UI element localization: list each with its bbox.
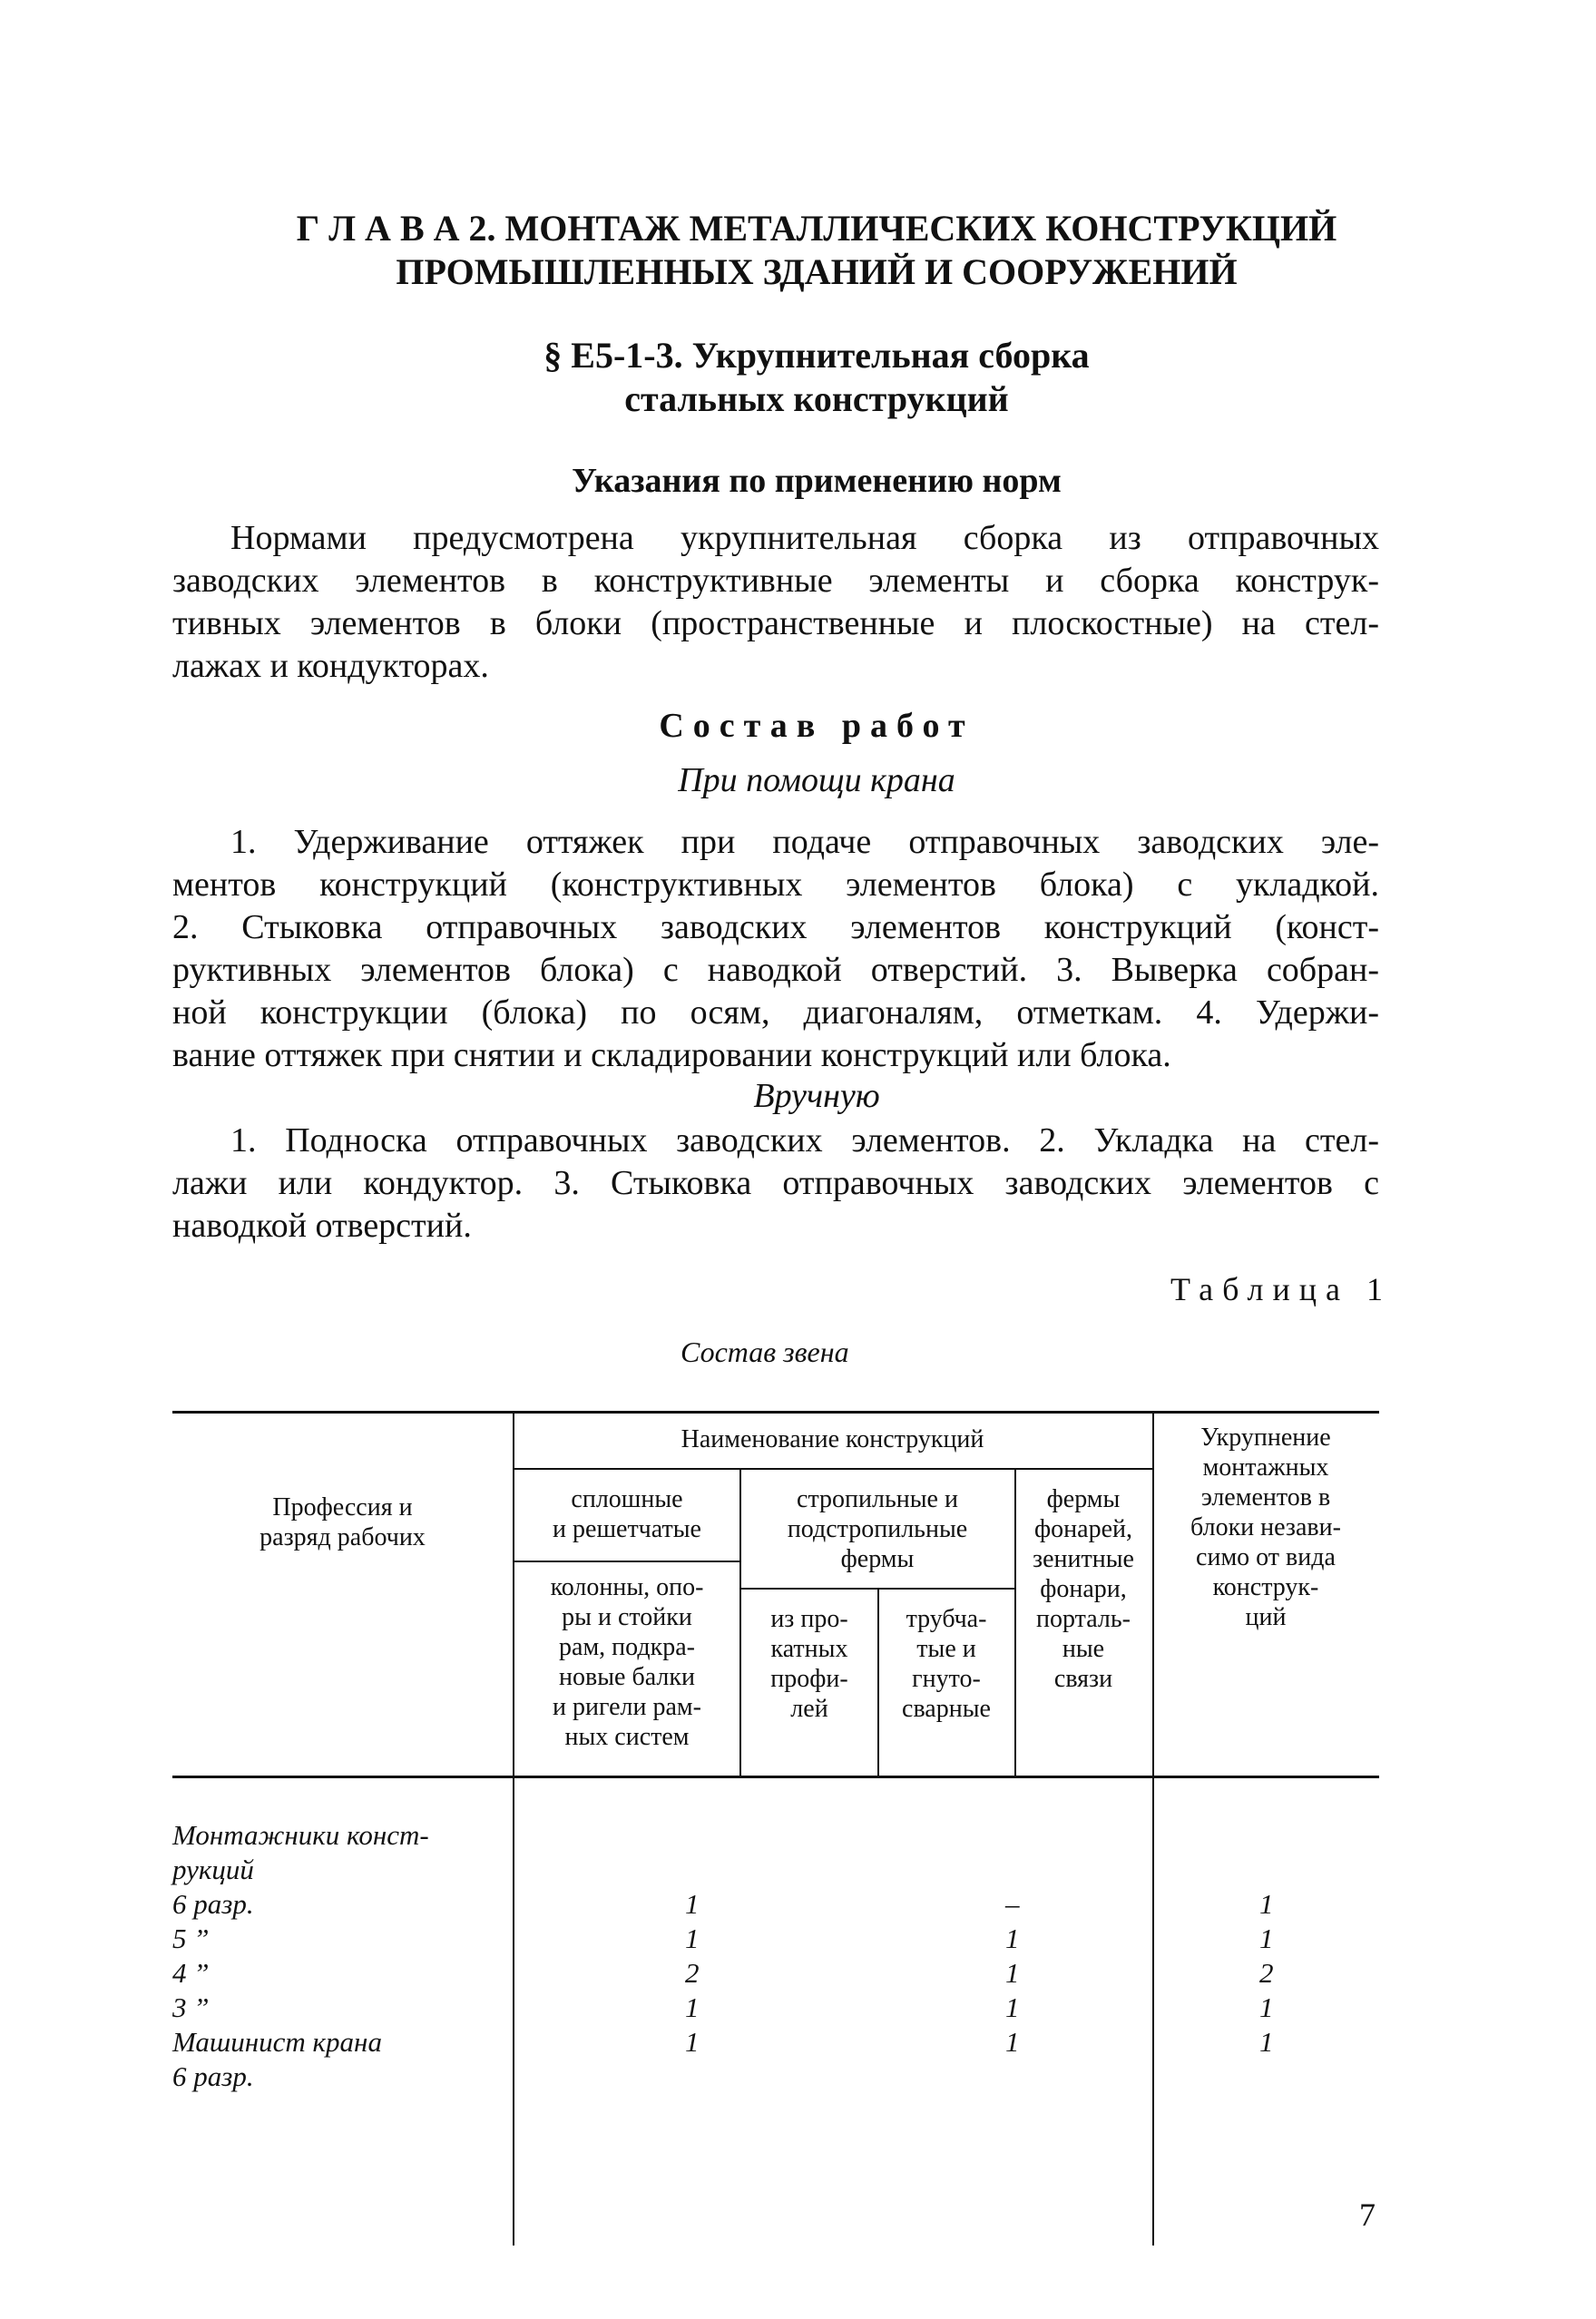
- header-text: фонарей,: [1034, 1515, 1132, 1543]
- header-text: Укрупнение: [1200, 1424, 1331, 1452]
- header-trusses: [742, 1484, 1013, 1574]
- table-top-rule: [172, 1411, 1379, 1414]
- table-row: [172, 1819, 1379, 1854]
- header-text: сплошные: [571, 1485, 683, 1513]
- header-tubular: [879, 1604, 1013, 1724]
- header-text: Профессия и: [272, 1493, 413, 1522]
- header-text: стропильные и: [797, 1485, 958, 1513]
- manual-line: лажи или кондуктор. 3. Стыковка отправочных заводских элементов с: [172, 1164, 1379, 1202]
- manual-paragraph: [172, 1120, 1379, 1248]
- header-text: порталь-: [1036, 1605, 1131, 1633]
- header-text: связи: [1053, 1665, 1113, 1693]
- header-lantern: [1016, 1484, 1150, 1694]
- header-text: фермы: [840, 1545, 915, 1573]
- header-rolled: [742, 1604, 876, 1724]
- manual-line: наводкой отверстий.: [172, 1207, 472, 1245]
- instructions-line: заводских элементов в конструктивные элементы и сборка конструк-: [172, 562, 1379, 600]
- page-number: 7: [1359, 2197, 1376, 2233]
- cell-value: 1: [1259, 1991, 1274, 2023]
- chapter-title-line1: Г Л А В А 2. МОНТАЖ МЕТАЛЛИЧЕСКИХ КОНСТРУКЦИЙ: [296, 208, 1337, 249]
- work-heading: Состав работ: [659, 707, 974, 745]
- table-row: [172, 1888, 1379, 1923]
- section-heading-line1: § Е5-1-3. Укрупнительная сборка: [543, 335, 1090, 376]
- header-text: и ригели рам-: [553, 1693, 701, 1721]
- cell-value: 1: [1005, 1957, 1020, 1989]
- table-row: [172, 1991, 1379, 2026]
- cell-value: 1: [685, 1991, 700, 2023]
- cell-value: 1: [1259, 1923, 1274, 1954]
- row-label: 4 ”: [172, 1957, 210, 1989]
- row-label: 6 разр.: [172, 1888, 254, 1920]
- row-label: Монтажники конст-: [172, 1819, 429, 1851]
- header-text: ных систем: [564, 1723, 690, 1751]
- section-heading-line2: стальных конструкций: [624, 378, 1009, 419]
- table-row: [172, 2060, 1379, 2095]
- header-text: ры и стойки: [562, 1603, 692, 1631]
- header-text: элементов в: [1200, 1483, 1331, 1512]
- header-text: из про-: [770, 1605, 848, 1633]
- manual-heading: Вручную: [753, 1077, 880, 1115]
- crane-paragraph: [172, 821, 1379, 1077]
- cell-value: 1: [685, 1923, 700, 1954]
- header-text: гнуто-: [912, 1665, 981, 1693]
- row-label: Машинист крана: [172, 2026, 382, 2058]
- crane-line: вание оттяжек при снятии и складировании конструкций или блока.: [172, 1036, 1171, 1074]
- table-subhead-rule: [513, 1561, 739, 1562]
- header-text: профи-: [770, 1665, 848, 1693]
- header-text: фонари,: [1040, 1575, 1127, 1603]
- row-label: 5 ”: [172, 1923, 210, 1954]
- header-text: колонны, опо-: [550, 1573, 704, 1601]
- table-vrule: [739, 1468, 741, 1776]
- table-body: [172, 1819, 1379, 2095]
- crane-line: руктивных элементов блока) с наводкой отверстий. 3. Выверка собран-: [172, 951, 1379, 989]
- header-solid: [517, 1484, 737, 1544]
- header-text: блоки незави-: [1190, 1513, 1341, 1541]
- header-text: монтажных: [1202, 1453, 1329, 1482]
- table-label: Таблица 1: [1170, 1271, 1392, 1307]
- header-text: тые и: [916, 1635, 976, 1663]
- crane-line: ной конструкции (блока) по осям, диагоналям, отметкам. 4. Удержи-: [172, 993, 1379, 1032]
- manual-line: 1. Подноска отправочных заводских элементов. 2. Укладка на стел-: [230, 1121, 1379, 1160]
- header-text: рам, подкра-: [559, 1633, 695, 1661]
- instructions-line: Нормами предусмотрена укрупнительная сборка из отправочных: [230, 519, 1379, 557]
- header-text: конструк-: [1212, 1573, 1319, 1601]
- cell-value: 1: [1005, 2026, 1020, 2058]
- header-text: разряд рабочих: [259, 1523, 426, 1551]
- instructions-heading: Указания по применению норм: [572, 462, 1062, 500]
- header-columns: [517, 1572, 737, 1752]
- row-label: 3 ”: [172, 1991, 210, 2023]
- instructions-paragraph: [172, 517, 1379, 688]
- cell-value: –: [1005, 1888, 1020, 1920]
- instructions-line: лажах и кондукторах.: [172, 647, 489, 685]
- table-caption: Состав звена: [681, 1336, 849, 1368]
- cell-value: 1: [1259, 2026, 1274, 2058]
- crane-heading: При помощи крана: [678, 761, 955, 799]
- chapter-title: [163, 207, 1470, 294]
- cell-value: 1: [1259, 1888, 1274, 1920]
- header-text: катных: [770, 1635, 848, 1663]
- header-text: фермы: [1046, 1485, 1121, 1513]
- crane-line: 1. Удерживание оттяжек при подаче отправочных заводских эле-: [230, 823, 1379, 861]
- cell-value: 1: [685, 2026, 700, 2058]
- header-text: трубча-: [906, 1605, 987, 1633]
- header-text: ций: [1245, 1603, 1287, 1631]
- cell-value: 1: [685, 1888, 700, 1920]
- header-text: симо от вида: [1196, 1543, 1336, 1571]
- header-construction-group: Наименование конструкций: [681, 1425, 984, 1453]
- table-header-rule: [172, 1776, 1379, 1778]
- chapter-title-line2: ПРОМЫШЛЕННЫХ ЗДАНИЙ И СООРУЖЕНИЙ: [396, 251, 1238, 292]
- instructions-line: тивных элементов в блоки (пространственные и плоскостные) на стел-: [172, 604, 1379, 642]
- header-text: подстропильные: [787, 1515, 968, 1543]
- cell-value: 2: [1259, 1957, 1274, 1989]
- section-heading: [163, 334, 1470, 421]
- header-profession: [181, 1492, 504, 1552]
- header-text: сварные: [902, 1695, 991, 1723]
- table-row: [172, 1923, 1379, 1957]
- header-text: новые балки: [559, 1663, 695, 1691]
- table-group-rule: [513, 1468, 1152, 1470]
- table-row: [172, 1957, 1379, 1991]
- table-row: [172, 1854, 1379, 1888]
- crane-line: 2. Стыковка отправочных заводских элементов конструкций (конст-: [172, 908, 1379, 946]
- row-label: 6 разр.: [172, 2060, 254, 2092]
- header-text: зенитные: [1033, 1545, 1134, 1573]
- row-label: рукций: [172, 1854, 254, 1885]
- header-text: и решетчатые: [553, 1515, 701, 1543]
- header-enlarge: [1157, 1423, 1375, 1632]
- cell-value: 1: [1005, 1991, 1020, 2023]
- table-row: [172, 2026, 1379, 2060]
- header-text: лей: [790, 1695, 828, 1723]
- header-text: ные: [1062, 1635, 1105, 1663]
- crane-line: ментов конструкций (конструктивных элементов блока) с укладкой.: [172, 866, 1379, 904]
- cell-value: 2: [685, 1957, 700, 1989]
- cell-value: 1: [1005, 1923, 1020, 1954]
